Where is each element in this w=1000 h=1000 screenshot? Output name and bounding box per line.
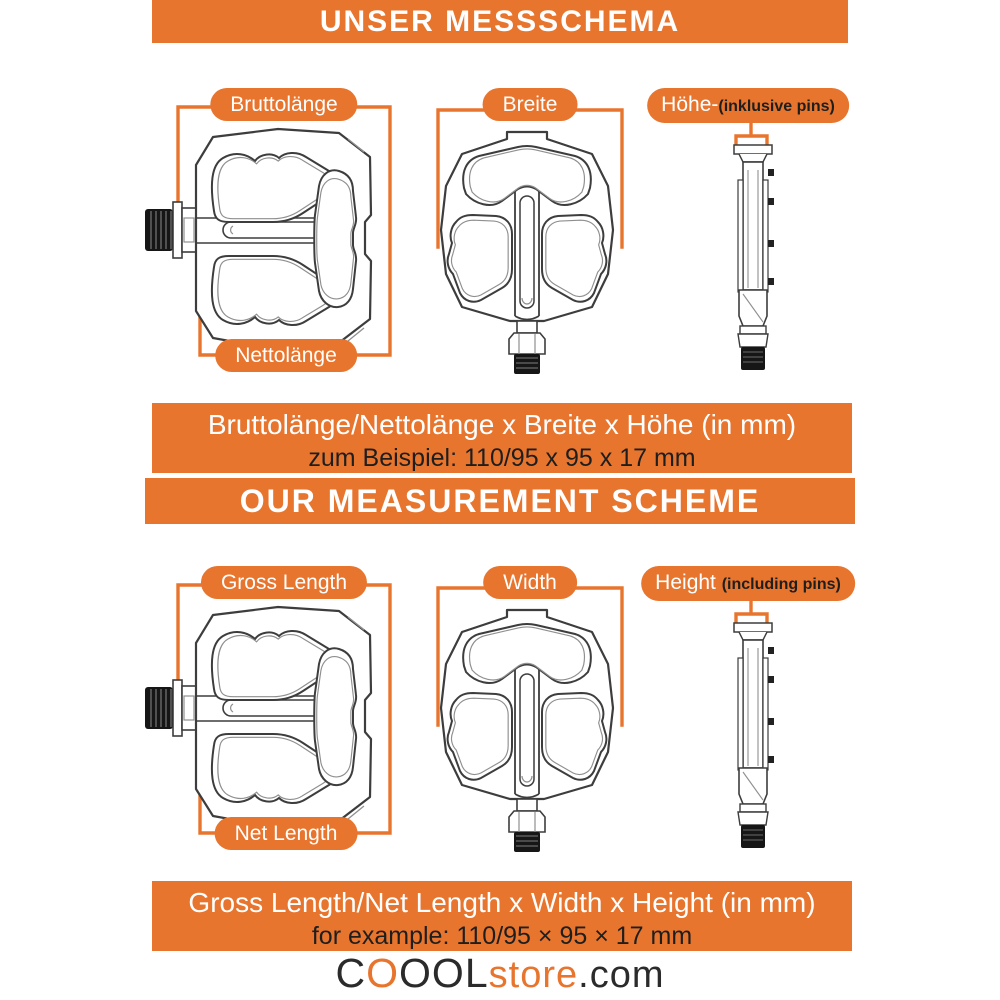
german-diagram-section [0, 85, 1000, 395]
width-text-de: Breite [502, 93, 558, 116]
german-title-text: UNSER MESSSCHEMA [319, 5, 681, 38]
width-text-en: Width [503, 571, 557, 594]
height-text-en: Height [655, 571, 722, 594]
height-note-en: (including pins) [721, 576, 841, 593]
pedal-side-view-diagram [734, 623, 774, 848]
pedal-side-view-diagram [734, 145, 774, 370]
pedal-front-view-diagram [441, 132, 613, 374]
brand-letter: C [335, 950, 367, 996]
height-note-de: (inklusive pins) [718, 98, 835, 115]
width-label-en [483, 566, 577, 599]
net-length-label-de [215, 339, 357, 372]
english-formula-banner [152, 881, 852, 951]
brand-letter-orange: O [366, 950, 400, 996]
german-formula-line1: Bruttolänge/Nettolänge x Breite x Höhe (in mm) [207, 409, 797, 440]
english-diagram-section [0, 563, 1000, 873]
english-formula-line1: Gross Length/Net Length x Width x Height (in mm) [188, 887, 816, 918]
gross-length-text-de: Bruttolänge [230, 93, 338, 116]
english-title-text: OUR MEASUREMENT SCHEME [239, 483, 761, 519]
english-title-banner [145, 478, 855, 524]
net-length-label-en [215, 817, 358, 850]
brand-logo [0, 950, 1000, 997]
net-length-text-en: Net Length [234, 822, 338, 845]
brand-letter: O [399, 950, 432, 996]
german-title-banner [152, 0, 848, 43]
width-label-de [483, 88, 578, 121]
pedal-front-view-diagram [441, 610, 613, 852]
height-text-de: Höhe- [661, 93, 719, 116]
gross-length-label-en [201, 566, 367, 599]
german-pedal-diagrams [0, 85, 1000, 395]
brand-com-text: com [589, 954, 665, 996]
gross-length-text-en: Gross Length [220, 571, 348, 594]
brand-letter: L [464, 950, 489, 996]
german-formula-banner [152, 403, 852, 473]
height-label-de [647, 88, 849, 123]
height-label-en [641, 566, 855, 601]
english-formula-line2: for example: 110/95 × 95 × 17 mm [311, 922, 693, 950]
german-formula-line2: zum Beispiel: 110/95 x 95 x 17 mm [308, 444, 696, 472]
brand-store-text: store [488, 954, 579, 996]
brand-dot: . [578, 954, 590, 996]
brand-letter: O [431, 950, 465, 996]
gross-length-label-de [210, 88, 357, 121]
english-pedal-diagrams [0, 563, 1000, 873]
net-length-text-de: Nettolänge [235, 344, 337, 367]
